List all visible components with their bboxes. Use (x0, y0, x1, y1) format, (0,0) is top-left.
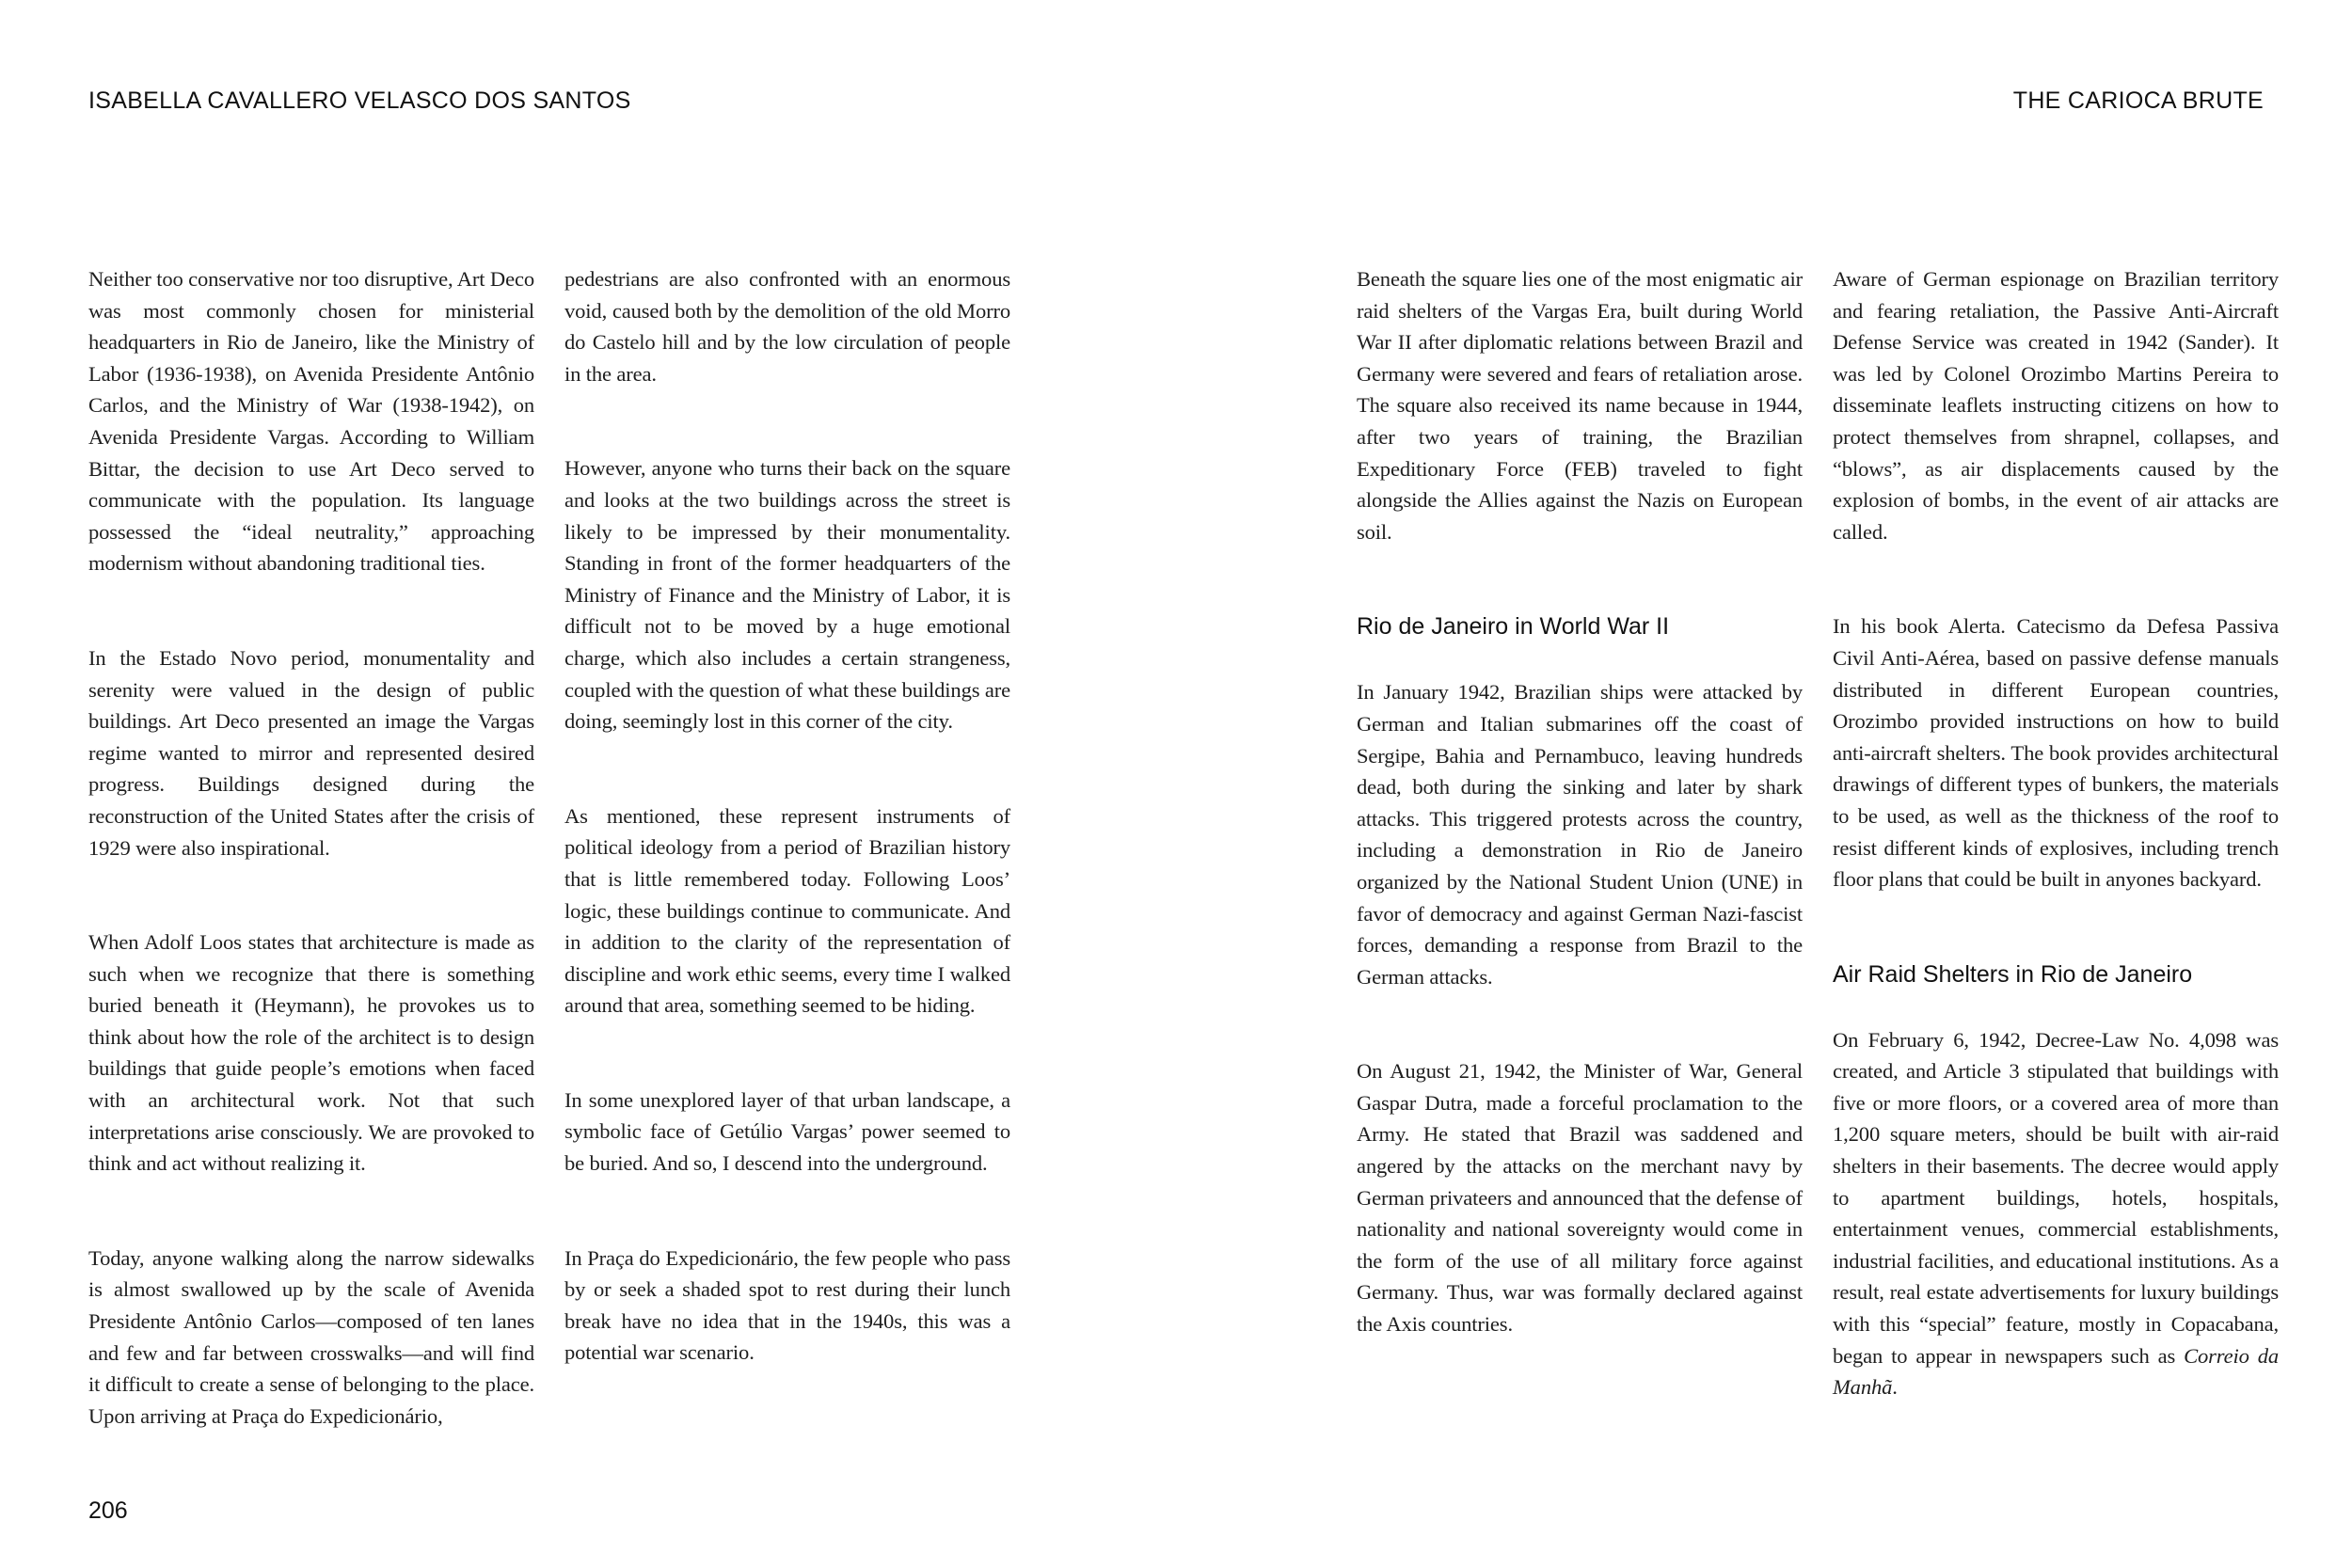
section-heading: Air Raid Shelters in Rio de Janeiro (1833, 960, 2193, 988)
page-number: 206 (88, 1497, 128, 1524)
paragraph: As mentioned, these represent instruments of political ideology from a period of Brazilian history that is little remembered today. Following Loos’ logic, these buildings continue to communicate. And in addition to the clarity of the representation of discipline and work ethic seems, every time I walked around that area, something seemed to be hiding. (564, 803, 1010, 1018)
column-4 (1833, 263, 2279, 1403)
paragraph: In January 1942, Brazilian ships were attacked by German and Italian submarines off the coast of Sergipe, Bahia and Pernambuco, leaving hundreds dead, both during the sinking and later by shark attacks. This triggered protests across the country, including a demonstration in Rio de Janeiro organized by the National Student Union (UNE) in favor of democracy and against German Nazi-fascist forces, demanding a response from Brazil to the German attacks. (1357, 680, 1803, 989)
paragraph (1833, 1024, 2279, 1403)
paragraph: Beneath the square lies one of the most enigmatic air raid shelters of the Vargas Era, built during World War II after diplomatic relations between Brazil and Germany were severed and fears of retaliation arose. The square also received its name because in 1944, after two years of training, the Brazilian Expeditionary Force (FEB) traveled to fight alongside the Allies against the Nazis on European soil. (1357, 267, 1803, 544)
paragraph: On August 21, 1942, the Minister of War, General Gaspar Dutra, made a forceful proclamation to the Army. He stated that Brazil was saddened and angered by the attacks on the merchant navy by German privateers and announced that the defense of nationality and national sovereignty would come in the form of the use of all military force against Germany. Thus, war was formally declared against the Axis countries. (1357, 1059, 1803, 1337)
paragraph-text: On February 6, 1942, Decree-Law No. 4,098 was created, and Article 3 stipulated that buildings with five or more floors, or a covered area of more than 1,200 square meters, should be built with air-raid shelters in their basements. The decree would apply to apartment buildings, hotels, hospitals, entertainment venues, commercial establishments, industrial facilities, and educational institutions. As a result, real estate advertisements for luxury buildings with this “special” feature, mostly in Copacabana, began to appear in newspapers such as (1833, 1027, 2279, 1368)
paragraph: When Adolf Loos states that architecture is made as such when we recognize that there is something buried beneath it (Heymann), he provokes us to think about how the role of the architect is to design buildings that guide people’s emotions when faced with an architectural work. Not that such interpretations arise consciously. We are provoked to think and act without realizing it. (88, 930, 534, 1176)
paragraph: pedestrians are also confronted with an enormous void, caused both by the demolition of the old Morro do Castelo hill and by the low circulation of people in the area. (564, 267, 1010, 386)
paragraph-end: . (1892, 1375, 1898, 1400)
paragraph: In his book Alerta. Catecismo da Defesa Passiva Civil Anti-Aérea, based on passive defense manuals distributed in different European countries, Orozimbo provided instructions on how to build anti-aircraft shelters. The book provides architectural drawings of different types of bunkers, the materials to be used, as well as the thickness of the roof to resist different kinds of explosives, including trench floor plans that could be built in anyones backyard. (1833, 614, 2279, 892)
paragraph: Aware of German espionage on Brazilian territory and fearing retaliation, the Passive Anti-Aircraft Defense Service was created in 1942 (Sander). It was led by Colonel Orozimbo Martins Pereira to disseminate leaflets instructing citizens on how to protect themselves from shrapnel, collapses, and “blows”, as air displacements caused by the explosion of bombs, in the event of air attacks are called. (1833, 267, 2279, 544)
running-head-author: ISABELLA CAVALLERO VELASCO DOS SANTOS (88, 87, 631, 114)
newspaper-title: Correio da Manhã (1833, 1343, 2279, 1400)
paragraph: In Praça do Expedicionário, the few people who pass by or seek a shaded spot to rest during their lunch break have no idea that in the 1940s, this was a potential war scenario. (564, 1245, 1010, 1365)
column-2 (564, 263, 1010, 1369)
column-3 (1357, 263, 1803, 1340)
paragraph: In some unexplored layer of that urban landscape, a symbolic face of Getúlio Vargas’ power seemed to be buried. And so, I descend into the underground. (564, 1087, 1010, 1176)
running-head-title: THE CARIOCA BRUTE (2012, 87, 2264, 114)
column-1 (88, 263, 534, 1432)
section-heading: Rio de Janeiro in World War II (1357, 613, 1670, 641)
paragraph: Today, anyone walking along the narrow sidewalks is almost swallowed up by the scale of Avenida Presidente Antônio Carlos—composed of ten lanes and few and far between crosswalks—and will find it difficult to create a sense of belonging to the place. Upon arriving at Praça do Expedicionário, (88, 1245, 534, 1428)
paragraph: Neither too conservative nor too disruptive, Art Deco was most commonly chosen for ministerial headquarters in Rio de Janeiro, like the Ministry of Labor (1936-1938), on Avenida Presidente Antônio Carlos, and the Ministry of War (1938-1942), on Avenida Presidente Vargas. According to William Bittar, the decision to use Art Deco served to communicate with the population. Its language possessed the “ideal neutrality,” approaching modernism without abandoning traditional ties. (88, 267, 534, 576)
paragraph: In the Estado Novo period, monumentality and serenity were valued in the design of public buildings. Art Deco presented an image the Vargas regime wanted to mirror and represented desired progress. Buildings designed during the reconstruction of the United States after the crisis of 1929 were also inspirational. (88, 645, 534, 860)
paragraph: However, anyone who turns their back on the square and looks at the two buildings across the street is likely to be impressed by their monumentality. Standing in front of the former headquarters of the Ministry of Finance and the Ministry of Labor, it is difficult not to be moved by a huge emotional charge, which also includes a certain strangeness, coupled with the question of what these buildings are doing, seemingly lost in this corner of the city. (564, 456, 1010, 734)
